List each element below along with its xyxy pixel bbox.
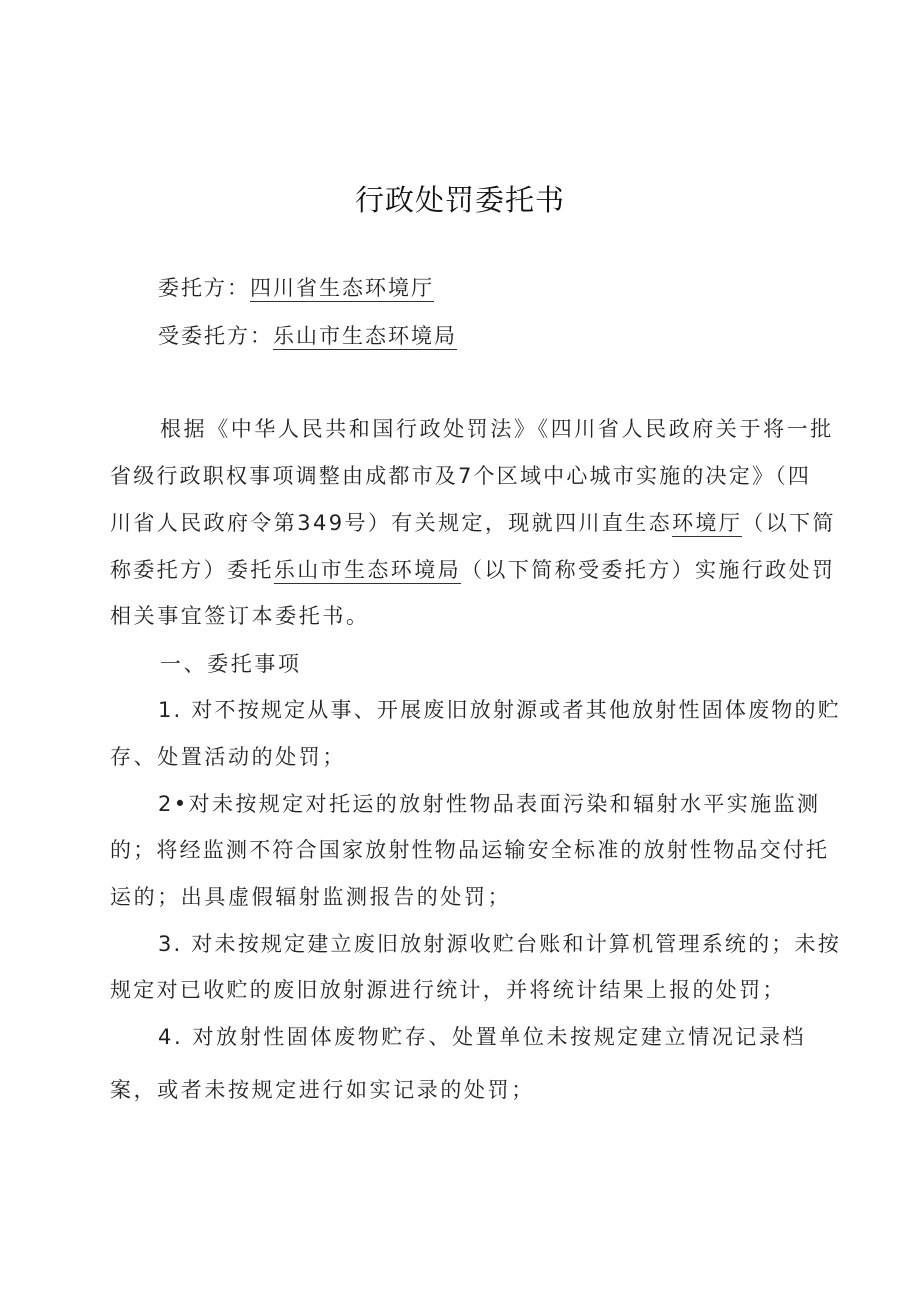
intro-line-1: 根据《中华人民共和国行政处罚法》《四川省人民政府关于将一批 [160, 417, 834, 441]
item-4-line-2: 案，或者未按规定进行如实记录的处罚； [110, 1078, 535, 1102]
delegator-line [158, 272, 434, 302]
item-2-line-2: 的；将经监测不符合国家放射性物品运输安全标准的放射性物品交付托 [110, 838, 830, 862]
item-4-line-1: 4. 对放射性固体废物贮存、处置单位未按规定建立情况记录档 [158, 1025, 807, 1049]
intro-line-3-pre: 川省人民政府令第349号）有关规定，现就四川直生态 [110, 511, 673, 535]
intro-line-2: 省级行政职权事项调整由成都市及7个区域中心城市实施的决定》（四 [110, 464, 812, 488]
intro-line-3-post: （以下简 [742, 511, 836, 535]
intro-line-4-post: （以下简称受委托方）实施行政处罚 [461, 558, 836, 582]
item-3-line-1: 3. 对未按规定建立废旧放射源收贮台账和计算机管理系统的；未按 [158, 932, 841, 956]
delegatee-line [158, 320, 457, 350]
intro-line-3 [110, 507, 836, 537]
delegatee-underlined: 乐山市生态环境局 [273, 558, 462, 582]
intro-line-4 [110, 554, 835, 584]
delegator-short-underlined: 环境厅 [672, 511, 743, 535]
item-3-line-2: 规定对已收贮的废旧放射源进行统计，并将统计结果上报的处罚； [110, 978, 786, 1002]
delegator-name: 四川省生态环境厅 [250, 276, 434, 300]
document-title: 行政处罚委托书 [354, 183, 565, 217]
delegatee-name: 乐山市生态环境局 [273, 324, 457, 348]
item-2-line-1: 2•对未按规定对托运的放射性物品表面污染和辐射水平实施监测 [158, 792, 821, 816]
item-1-line-1: 1. 对不按规定从事、开展废旧放射源或者其他放射性固体废物的贮 [158, 698, 841, 722]
delegatee-label: 受委托方： [158, 324, 273, 348]
intro-line-4-pre: 称委托方）委托 [110, 558, 274, 582]
item-1-line-2: 存、处置活动的处罚； [110, 745, 346, 769]
item-2-line-3: 运的；出具虚假辐射监测报告的处罚； [110, 885, 512, 909]
section-heading: 一、委托事项 [160, 652, 302, 676]
delegator-label: 委托方： [158, 276, 250, 300]
intro-line-5: 相关事宜签订本委托书。 [110, 604, 370, 628]
